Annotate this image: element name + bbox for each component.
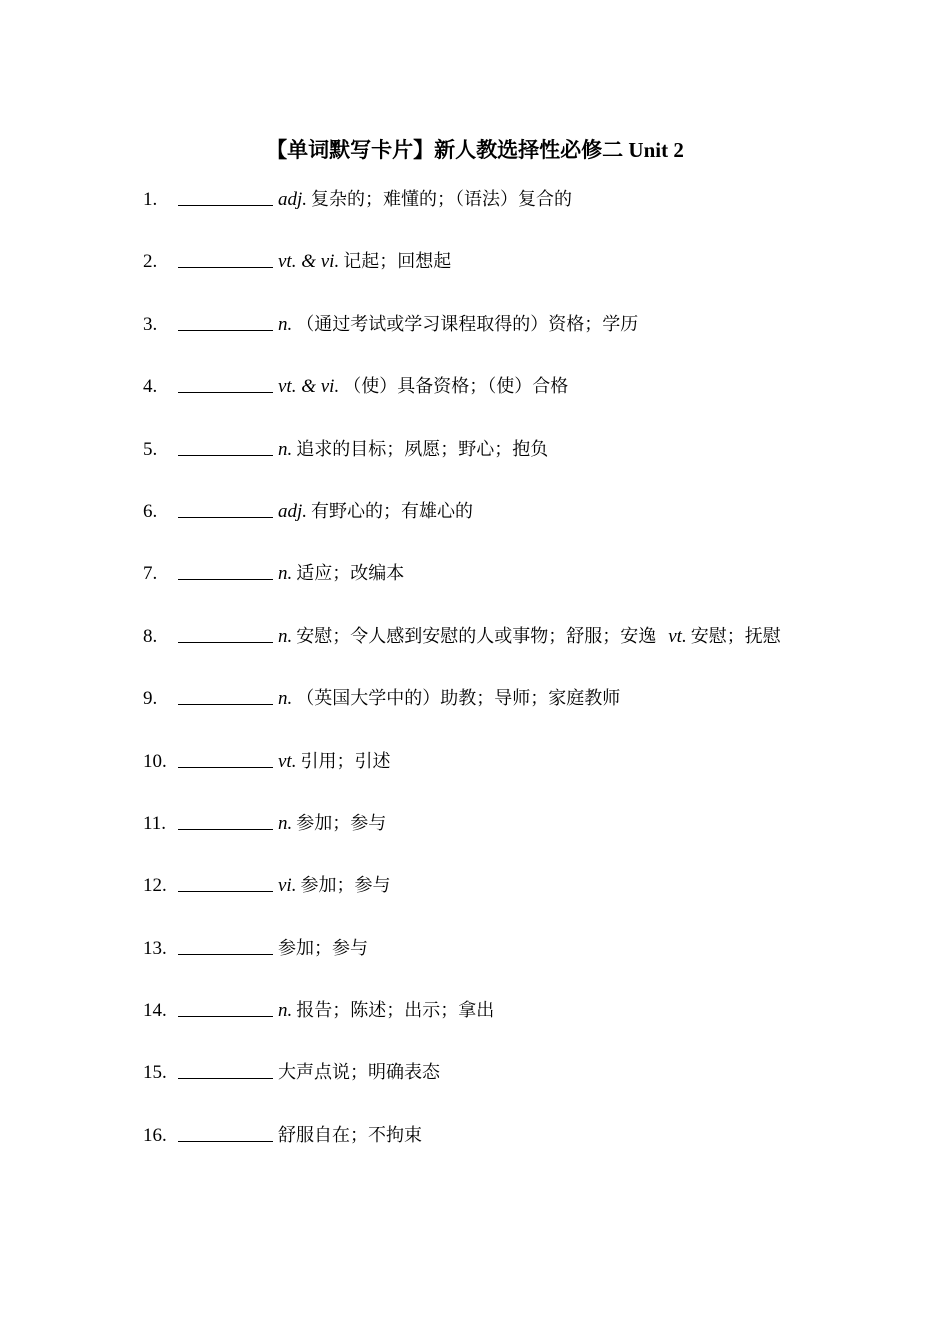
item-number: 9. [143,688,158,710]
answer-blank[interactable] [178,436,273,456]
definition: 记起；回想起 [343,251,452,273]
item-number: 2. [143,251,158,273]
list-item [143,748,863,810]
definition-secondary: 安慰；抚慰 [690,625,781,647]
list-item [143,498,863,560]
answer-blank[interactable] [178,311,273,331]
answer-blank[interactable] [178,935,273,955]
list-item [143,1122,863,1184]
part-of-speech: n. [278,313,293,335]
definition: 报告；陈述；出示；拿出 [296,1000,495,1022]
answer-blank[interactable] [178,248,273,268]
definition: （使）具备资格；（使）合格 [343,376,569,398]
item-number: 5. [143,438,158,460]
title-text: 【单词默写卡片】新人教选择性必修二 [266,138,624,162]
answer-blank[interactable] [178,623,273,643]
item-number: 13. [143,937,167,959]
list-item [143,997,863,1059]
list-item [143,872,863,934]
part-of-speech: vi. [278,875,297,897]
definition: 参加；参与 [278,937,368,959]
answer-blank[interactable] [178,748,273,768]
item-number: 3. [143,313,158,335]
part-of-speech: n. [278,625,293,647]
item-number: 8. [143,625,158,647]
item-number: 10. [143,750,167,772]
part-of-speech: vt. & vi. [278,376,340,398]
part-of-speech: vt. & vi. [278,251,340,273]
item-number: 11. [143,812,167,834]
answer-blank[interactable] [178,498,273,518]
definition: 大声点说；明确表态 [278,1062,440,1084]
item-number: 14. [143,1000,167,1022]
definition: （通过考试或学习课程取得的）资格；学历 [296,313,639,335]
part-of-speech: adj. [278,500,308,522]
list-item [143,810,863,872]
list-item [143,935,863,997]
answer-blank[interactable] [178,810,273,830]
page-title [0,136,950,164]
list-item [143,560,863,622]
item-number: 16. [143,1124,167,1146]
part-of-speech: vt. [278,750,297,772]
list-item [143,186,863,248]
definition: 安慰；令人感到安慰的人或事物；舒服；安逸 [296,625,657,647]
part-of-speech: n. [278,812,293,834]
answer-blank[interactable] [178,560,273,580]
answer-blank[interactable] [178,186,273,206]
part-of-speech: n. [278,688,293,710]
definition: 追求的目标；夙愿；野心；抱负 [296,438,549,460]
list-item [143,623,863,685]
item-number: 6. [143,500,158,522]
item-number: 4. [143,376,158,398]
answer-blank[interactable] [178,685,273,705]
item-number: 15. [143,1062,167,1084]
part-of-speech-secondary: vt. [668,625,687,647]
list-item [143,436,863,498]
list-item [143,248,863,310]
list-item [143,311,863,373]
answer-blank[interactable] [178,997,273,1017]
vocabulary-list [143,186,863,1184]
part-of-speech: n. [278,1000,293,1022]
part-of-speech: adj. [278,189,308,210]
answer-blank[interactable] [178,1122,273,1142]
definition: 参加；参与 [300,875,391,897]
answer-blank[interactable] [178,872,273,892]
item-number: 12. [143,875,167,897]
definition: 复杂的；难懂的；（语法）复合的 [311,189,573,210]
definition: 引用；引述 [300,750,391,772]
list-item [143,373,863,435]
definition: 参加；参与 [296,812,387,834]
list-item [143,1059,863,1121]
part-of-speech: n. [278,438,293,460]
title-unit: Unit 2 [628,138,684,162]
definition: 舒服自在；不拘束 [278,1124,422,1146]
definition: （英国大学中的）助教；导师；家庭教师 [296,688,621,710]
definition: 有野心的；有雄心的 [311,500,474,522]
answer-blank[interactable] [178,1059,273,1079]
item-number: 7. [143,563,158,585]
item-number: 1. [143,189,158,210]
answer-blank[interactable] [178,373,273,393]
part-of-speech: n. [278,563,293,585]
list-item [143,685,863,747]
definition: 适应；改编本 [296,563,405,585]
